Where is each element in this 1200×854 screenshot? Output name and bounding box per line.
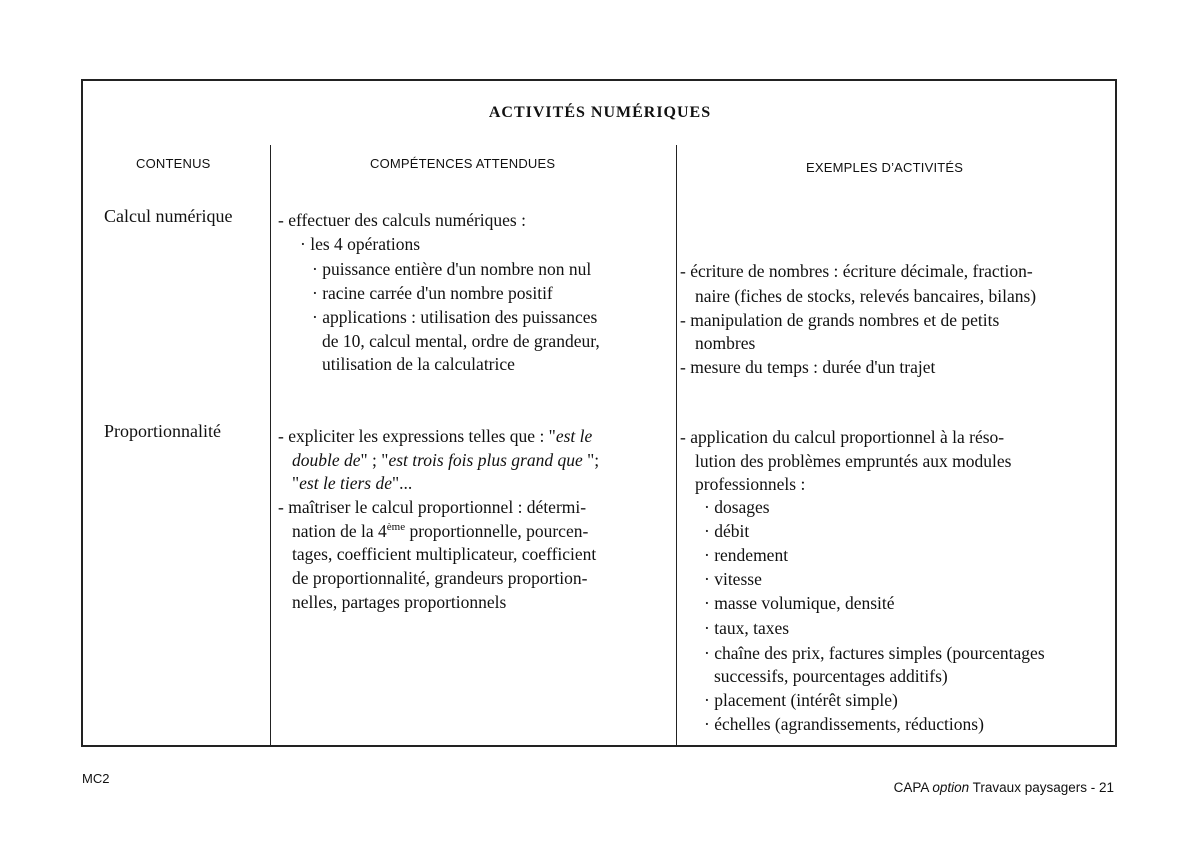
proportion-exemple-line: · vitesse	[704, 569, 762, 589]
proportion-exemple-line: · masse volumique, densité	[704, 593, 895, 613]
proportion-exemple-line: successifs, pourcentages additifs)	[714, 666, 948, 686]
proportion-competence-line	[292, 471, 412, 495]
italic-text: double de	[292, 450, 361, 470]
proportion-competence-line: - maîtriser le calcul proportionnel : détermi-	[278, 497, 587, 517]
column-header-contenus: CONTENUS	[136, 156, 211, 171]
proportion-exemple-line: · chaîne des prix, factures simples (pourcentages	[704, 643, 1045, 663]
italic-text: est le	[555, 426, 593, 446]
footer-page-reference	[894, 780, 1114, 795]
footer-code: MC2	[82, 771, 110, 786]
calcul-exemple-line: - manipulation de grands nombres et de petits	[680, 310, 1000, 330]
calcul-exemple-line: - mesure du temps : durée d'un trajet	[680, 357, 936, 377]
text: "	[292, 473, 300, 493]
calcul-exemple-line: nombres	[695, 333, 756, 353]
text: CAPA	[893, 780, 933, 795]
calcul-competence-line: - effectuer des calculs numériques :	[278, 210, 526, 230]
text: ";	[582, 450, 600, 470]
section-label-proportionnalite: Proportionnalité	[104, 421, 221, 441]
proportion-competence-line: de proportionnalité, grandeurs proportion-	[292, 568, 588, 588]
proportion-competence-line: nelles, partages proportionnels	[292, 592, 507, 612]
calcul-competence-line: · puissance entière d'un nombre non nul	[312, 259, 592, 279]
italic-text: option	[932, 780, 970, 795]
proportion-competence-line	[278, 424, 592, 448]
proportion-exemple-line: · taux, taxes	[704, 618, 790, 638]
calcul-competence-line: · les 4 opérations	[300, 234, 421, 254]
proportion-exemple-line: lution des problèmes empruntés aux modules	[695, 451, 1012, 471]
text: Travaux paysagers - 21	[969, 780, 1114, 795]
column-header-exemples: EXEMPLES D’ACTIVITÉS	[806, 160, 964, 175]
section-label-calcul: Calcul numérique	[104, 206, 233, 226]
calcul-competence-line: · racine carrée d'un nombre positif	[312, 283, 553, 303]
text: - expliciter les expressions telles que : "	[278, 426, 556, 446]
proportion-competence-line	[292, 448, 599, 472]
page-title: ACTIVITÉS NUMÉRIQUES	[488, 104, 712, 121]
proportion-exemple-line: · débit	[704, 521, 750, 541]
calcul-exemple-line: - écriture de nombres : écriture décimale, fraction-	[680, 261, 1033, 281]
calcul-competence-line: de 10, calcul mental, ordre de grandeur,	[322, 331, 600, 351]
calcul-competence-line: utilisation de la calculatrice	[322, 354, 515, 374]
proportion-exemple-line: · dosages	[704, 497, 770, 517]
italic-text: est le tiers de	[299, 473, 392, 493]
proportion-exemple-line: · rendement	[704, 545, 789, 565]
text: proportionnelle, pourcen-	[405, 521, 589, 541]
superscript: ème	[386, 521, 406, 533]
proportion-competence-line: tages, coefficient multiplicateur, coefficient	[292, 544, 597, 564]
proportion-exemple-line: professionnels :	[695, 474, 806, 494]
italic-text: est trois fois plus grand que	[388, 450, 583, 470]
proportion-exemple-line: · échelles (agrandissements, réductions)	[704, 714, 984, 734]
text: "...	[391, 473, 413, 493]
proportion-exemple-line: · placement (intérêt simple)	[704, 690, 898, 710]
calcul-exemple-line: naire (fiches de stocks, relevés bancaires, bilans)	[695, 286, 1037, 306]
column-divider-1	[270, 145, 271, 746]
column-header-competences: COMPÉTENCES ATTENDUES	[370, 156, 556, 171]
proportion-exemple-line: - application du calcul proportionnel à la réso-	[680, 427, 1005, 447]
text: nation de la 4	[292, 521, 387, 541]
text: " ; "	[360, 450, 389, 470]
column-divider-2	[676, 145, 677, 746]
calcul-competence-line: · applications : utilisation des puissances	[312, 307, 598, 327]
